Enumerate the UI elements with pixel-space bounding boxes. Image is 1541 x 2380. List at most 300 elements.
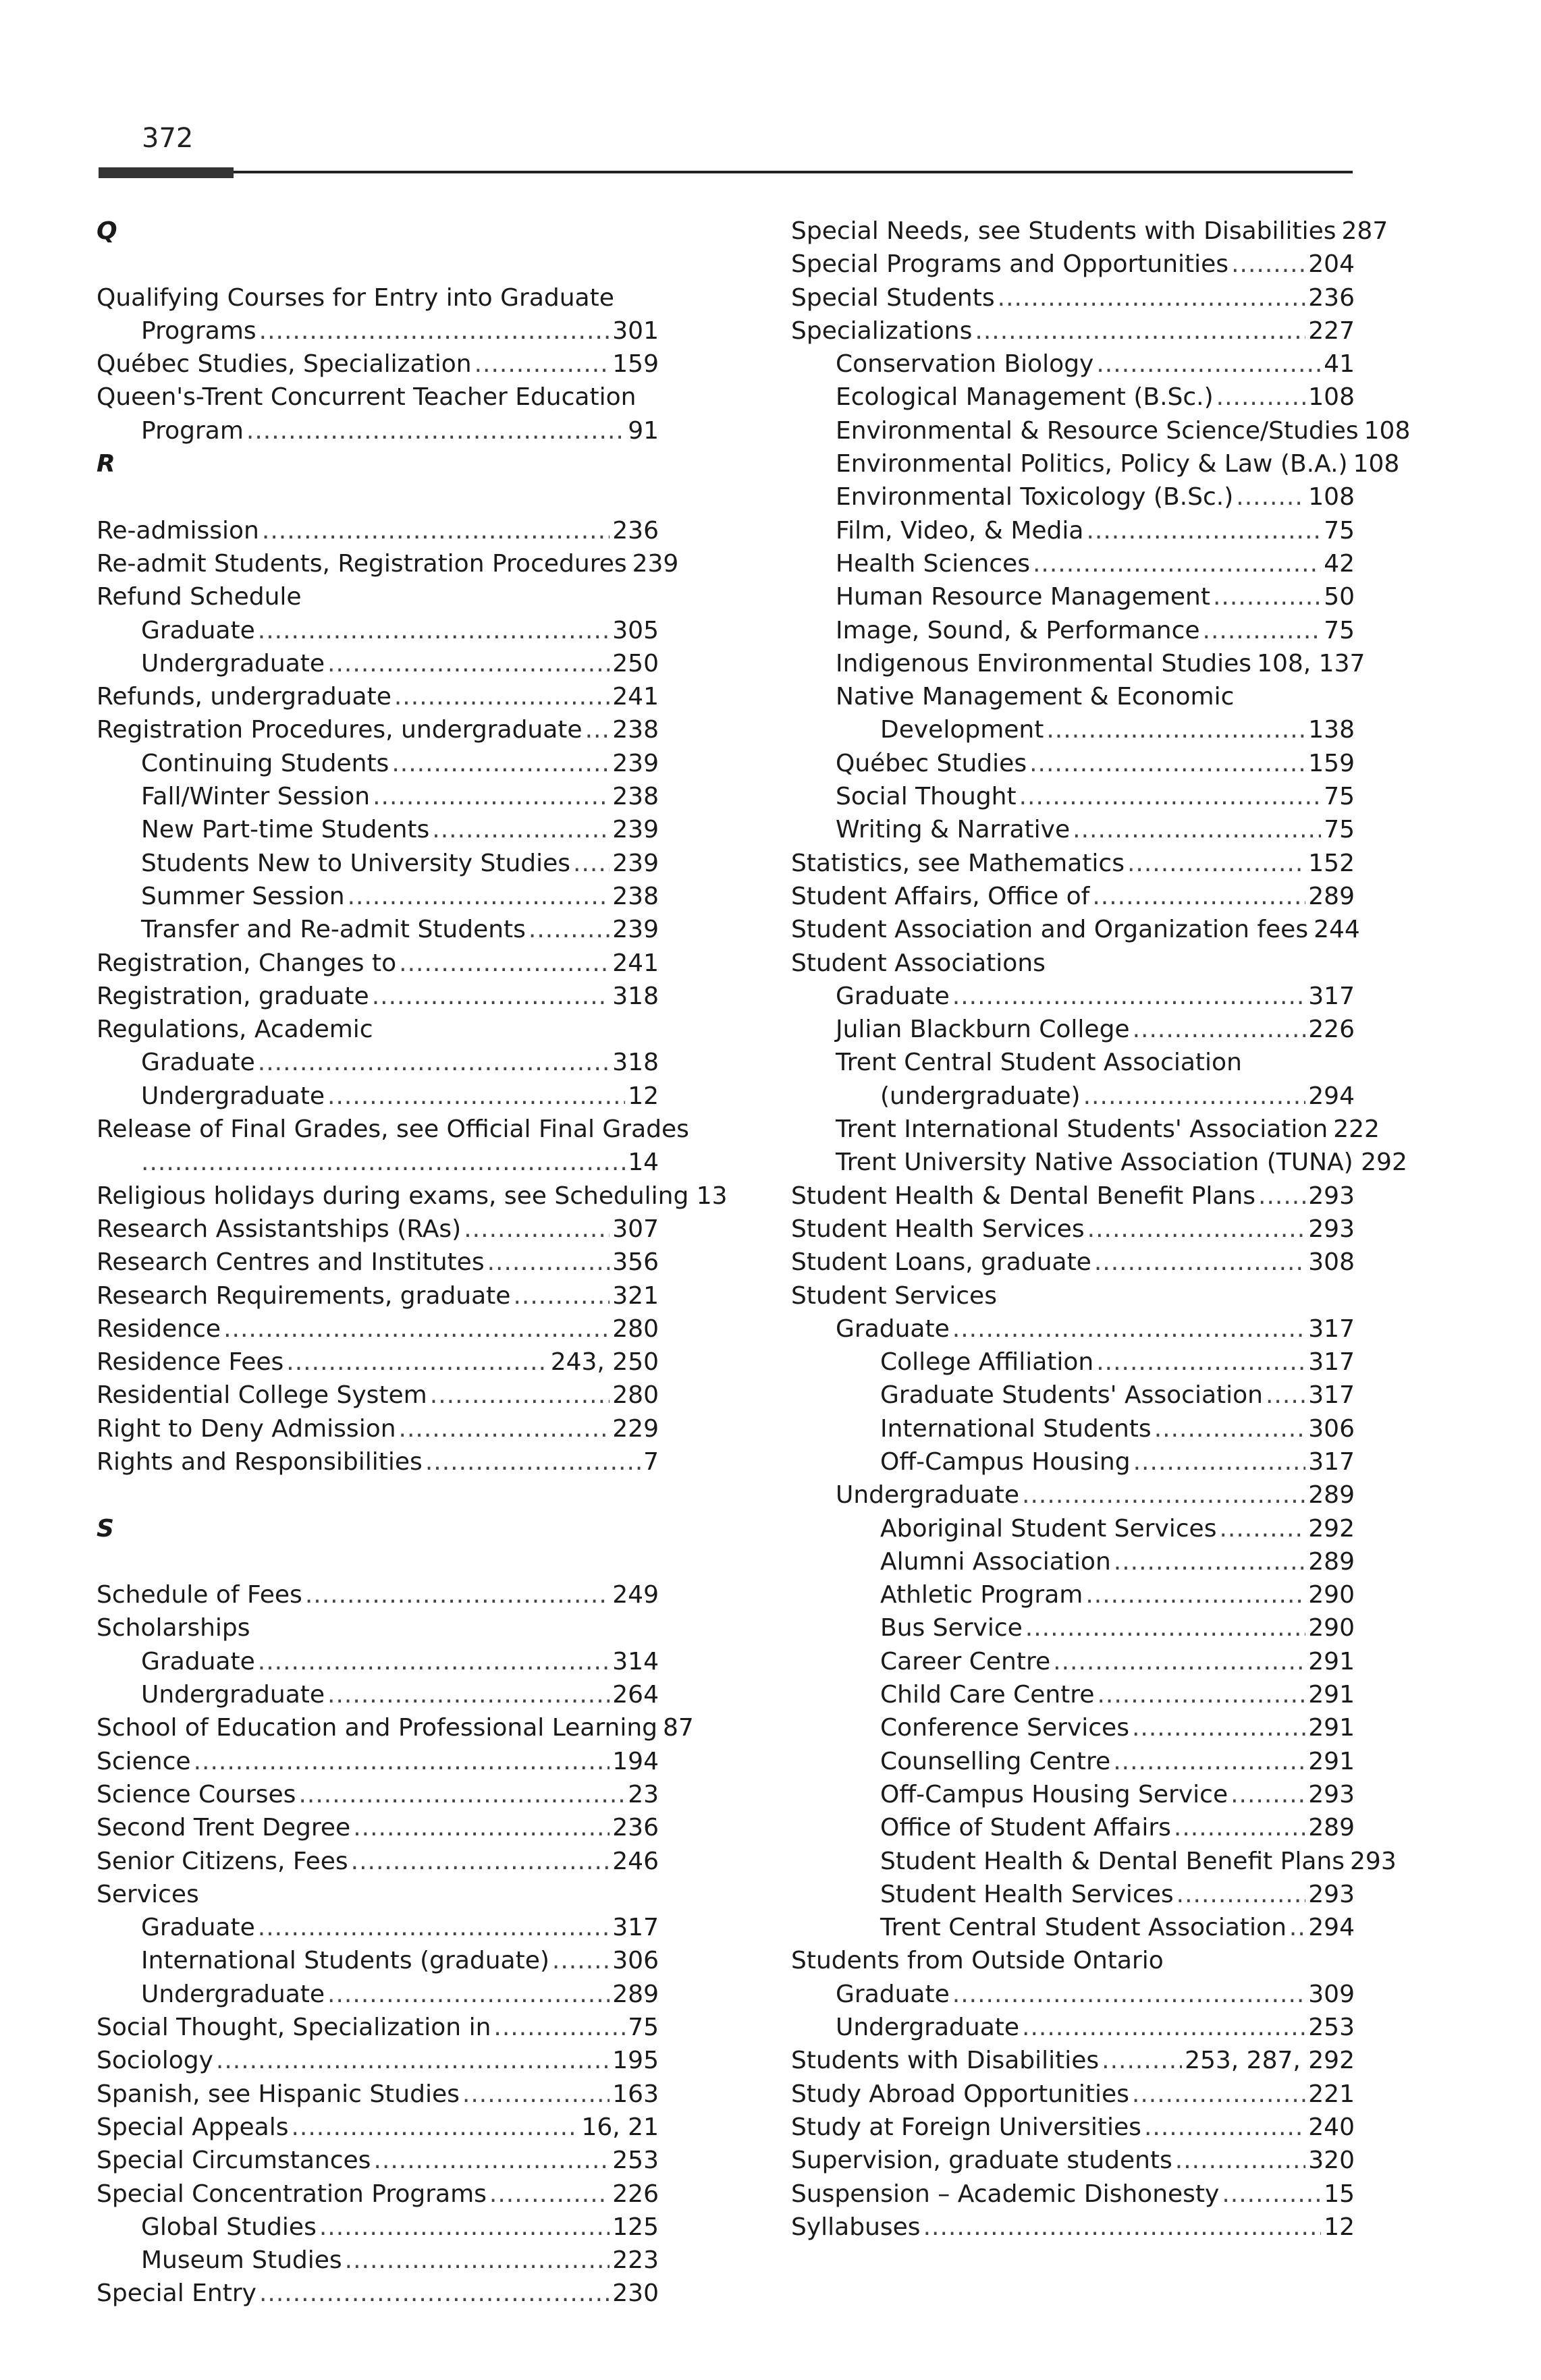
page-ref: 287 [1341,217,1388,245]
page-ref: 108 [1308,483,1355,511]
page-ref: 249 [612,1581,659,1609]
page-ref: 317 [1308,1447,1355,1476]
dot-leader [258,1911,610,1944]
page-number: 372 [142,123,194,154]
page-ref: 163 [612,2080,659,2108]
dot-leader [1096,1346,1305,1379]
entry-term: Julian Blackburn College [836,1016,1130,1044]
index-entry [97,414,659,447]
entry-term: Syllabuses [791,2213,921,2241]
index-entry [791,913,1360,946]
index-entry [791,780,1355,813]
index-entry [97,1578,659,1611]
index-entry [791,1878,1355,1911]
index-heading: Regulations, Academic [97,1016,373,1044]
dot-leader [1053,1645,1305,1678]
entry-term: Trent International Students' Association [836,1115,1328,1144]
page-ref: 108 [1353,450,1400,478]
entry-term: Special Entry [97,2279,256,2308]
page-ref: 16, 21 [581,2113,659,2141]
index-heading: Native Management & Economic [836,683,1235,711]
entry-term: Summer Session [141,882,345,910]
entry-term: Office of Student Affairs [880,1814,1171,1842]
dot-leader [223,1312,610,1346]
entry-term: Social Thought, Specialization in [97,2014,491,2042]
index-entry [791,813,1355,846]
entry-term: Graduate [141,1647,255,1676]
page-ref: 318 [612,1049,659,1077]
entry-term: Environmental Toxicology (B.Sc.) [836,483,1234,511]
index-heading: Qualifying Courses for Entry into Graduate [97,283,614,312]
index-entry [791,1811,1355,1844]
index-entry [97,780,659,813]
dot-leader [319,2211,610,2244]
dot-leader [475,348,610,381]
page-ref: 12 [628,1082,659,1110]
index-entry [791,1213,1355,1246]
entry-term: Transfer and Re-admit Students [141,916,526,944]
index-entry [97,547,679,580]
dot-leader [1085,1578,1305,1611]
dot-leader [327,647,610,680]
index-heading: Religious holidays during exams, see Scheduling 13 [97,1182,728,1210]
dot-leader [1219,1512,1305,1545]
index-heading: Services [97,1880,199,1908]
dot-leader [1025,1611,1306,1644]
page-ref: 308 [1308,1248,1355,1277]
spacer [97,1478,659,1512]
entry-term: Conservation Biology [836,350,1094,379]
entry-term: Registration, graduate [97,982,369,1010]
page-ref: 317 [1308,1314,1355,1343]
entry-term: Bus Service [880,1614,1023,1642]
entry-term: Right to Deny Admission [97,1414,396,1443]
dot-leader [425,1445,641,1478]
page-ref: 229 [612,1414,659,1443]
page-ref: 320 [1308,2147,1355,2175]
entry-term: Refunds, undergraduate [97,683,391,711]
dot-leader [1144,2111,1305,2144]
spacer [97,1545,659,1578]
page-ref: 306 [1308,1414,1355,1443]
entry-term: College Affiliation [880,1348,1094,1377]
dot-leader [1175,2144,1305,2177]
dot-leader [1092,880,1305,913]
page-ref: 291 [1308,1747,1355,1775]
page-ref: 305 [612,616,659,644]
dot-leader [262,514,610,547]
dot-leader [246,414,625,447]
page-ref: 108 [1363,416,1411,445]
index-entry [791,348,1355,381]
index-heading: Scholarships [97,1614,250,1642]
dot-leader [952,1312,1306,1346]
entry-term: Undergraduate [141,1082,325,1110]
entry-term: Global Studies [141,2213,317,2241]
page-ref: 290 [1308,1581,1355,1609]
dot-leader [1132,2078,1305,2111]
index-entry [97,1046,659,1079]
entry-term: Special Programs and Opportunities [791,250,1229,279]
page-ref: 317 [1308,1381,1355,1410]
index-heading: Release of Final Grades, see Official Final Grades [97,1115,689,1144]
entry-term: Supervision, graduate students [791,2147,1172,2175]
dot-leader [1216,381,1306,414]
dot-leader [1113,1745,1305,1778]
index-entry [97,1811,659,1844]
index-entry [97,1845,659,1878]
page-ref: 41 [1324,350,1355,379]
page-ref: 317 [1308,1348,1355,1377]
entry-term: International Students [880,1414,1152,1443]
dot-leader [216,2044,610,2077]
page-ref: 204 [1308,250,1355,279]
dot-leader [1231,248,1305,281]
index-entry [97,1346,659,1379]
entry-term: Registration Procedures, undergraduate [97,716,583,744]
index-entry [791,547,1355,580]
index-entry [791,2178,1355,2211]
entry-term: Student Loans, graduate [791,1248,1091,1277]
index-entry [791,1412,1355,1445]
dot-leader [1086,514,1321,547]
index-entry [97,680,659,713]
index-entry [97,2277,659,2310]
page-ref: 293 [1308,1215,1355,1243]
dot-leader [1203,614,1322,647]
index-entry [791,514,1355,547]
index-entry [97,514,659,547]
page-ref: 292 [1308,1514,1355,1543]
dot-leader [1022,1478,1305,1512]
entry-term: Human Resource Management [836,583,1210,611]
index-column-left [97,215,728,2310]
index-entry [791,248,1355,281]
entry-term: Study Abroad Opportunities [791,2080,1129,2108]
entry-term: Research Assistantships (RAs) [97,1215,462,1243]
dot-leader [464,1213,610,1246]
dot-leader [1132,1711,1305,1744]
section-letter: Q [97,217,117,245]
entry-term: Trent Central Student Association [880,1914,1287,1942]
index-entry [97,647,659,680]
dot-leader [430,1379,610,1412]
page-ref: 290 [1308,1614,1355,1642]
entry-term: Undergraduate [141,649,325,677]
index-entry [97,747,659,780]
dot-leader [291,2111,578,2144]
dot-leader [373,2144,610,2177]
page-ref: 152 [1308,849,1355,877]
index-entry [97,314,659,348]
dot-leader [327,1080,625,1113]
page-ref: 226 [612,2180,659,2208]
entry-term: New Part-time Students [141,816,430,844]
entry-term: Sociology [97,2047,213,2075]
index-entry [791,1611,1355,1644]
entry-term: Indigenous Environmental Studies [836,649,1252,677]
page-ref: 236 [612,516,659,545]
dot-leader [487,1246,610,1279]
dot-leader [286,1346,547,1379]
dot-leader [348,880,610,913]
page-ref: 253, 287, 292 [1185,2047,1355,2075]
entry-term: Science [97,1747,191,1775]
index-entry [791,747,1355,780]
entry-term: Student Health & Dental Benefit Plans [791,1182,1256,1210]
index-entry [791,414,1411,447]
dot-leader [399,947,610,980]
entry-term: Registration, Changes to [97,949,397,977]
dot-leader [1133,1013,1306,1046]
page-ref: 293 [1308,1880,1355,1908]
page-ref: 7 [643,1447,659,1476]
page-ref: 289 [1308,1547,1355,1576]
section-letter: S [97,1514,114,1543]
entry-term: Writing & Narrative [836,816,1071,844]
page-ref: 294 [1308,1914,1355,1942]
page-ref: 244 [1314,916,1360,944]
page-ref: 108, 137 [1257,649,1366,677]
index-entry [97,847,659,880]
entry-term: Special Concentration Programs [97,2180,487,2208]
page-ref: 239 [612,916,659,944]
page-ref: 223 [612,2246,659,2275]
page-ref: 321 [612,1281,659,1310]
index-entry [791,1246,1355,1279]
page-ref: 307 [612,1215,659,1243]
index-entry [791,1379,1355,1412]
dot-leader [298,1778,625,1811]
entry-term: Students New to University Studies [141,849,571,877]
entry-term: Environmental & Resource Science/Studies [836,416,1359,445]
entry-term: Study at Foreign Universities [791,2113,1141,2141]
index-entry [97,1678,659,1711]
page-ref: 317 [1308,982,1355,1010]
entry-term: Special Students [791,283,995,312]
header-rule-tab [99,167,234,178]
index-heading: Students from Outside Ontario [791,1947,1164,1975]
index-entry [791,1180,1355,1213]
entry-term: Graduate [836,982,950,1010]
page-ref: 226 [1308,1016,1355,1044]
index-entry [791,215,1388,248]
index-entry [791,2111,1355,2144]
dot-leader [432,813,610,846]
page-ref: 291 [1308,1681,1355,1709]
index-entry [97,980,659,1013]
index-entry [791,2044,1355,2077]
index-entry [791,1678,1355,1711]
dot-leader [305,1578,610,1611]
index-entry [791,1478,1355,1512]
dot-leader [327,1678,610,1711]
entry-term: Re-admit Students, Registration Procedures [97,549,627,578]
entry-term: Graduate Students' Association [880,1381,1263,1410]
index-entry [791,880,1355,913]
index-entry [791,1113,1380,1146]
page-ref: 125 [612,2213,659,2241]
index-heading: Refund Schedule [97,583,302,611]
entry-term: Residence [97,1314,221,1343]
entry-term: Graduate [836,1980,950,2008]
page-ref: 243, 250 [550,1348,659,1377]
index-heading: Student Services [791,1281,997,1310]
dot-leader [1083,1080,1306,1113]
entry-term: Statistics, see Mathematics [791,849,1125,877]
page-ref: 239 [612,849,659,877]
page-ref: 240 [1308,2113,1355,2141]
dot-leader [1133,1445,1306,1478]
entry-term: Aboriginal Student Services [880,1514,1217,1543]
entry-term: Research Requirements, graduate [97,1281,511,1310]
dot-leader [351,1845,610,1878]
page-ref: 23 [628,1780,659,1808]
page-ref: 75 [1324,816,1355,844]
entry-term: Film, Video, & Media [836,516,1084,545]
index-entry [791,1745,1355,1778]
index-entry [791,1578,1355,1611]
dot-leader [975,314,1305,348]
index-entry [791,1545,1355,1578]
index-heading: Trent University Native Association (TUNA) 292 [836,1149,1407,1177]
dot-leader [399,1412,610,1445]
index-entry [97,1778,659,1811]
dot-leader [258,614,610,647]
page-ref: 221 [1308,2080,1355,2108]
entry-term: Québec Studies, Specialization [97,350,472,379]
entry-term: Development [880,716,1044,744]
entry-term: International Students (graduate) [141,1947,549,1975]
dot-leader [1073,813,1321,846]
page-ref: 239 [612,816,659,844]
index-entry [791,1512,1355,1545]
entry-term: Environmental Politics, Policy & Law (B.A.) [836,450,1348,478]
index-entry [97,1379,659,1412]
page-ref: 108 [1308,383,1355,412]
entry-term: Residence Fees [97,1348,284,1377]
page-ref: 236 [1308,283,1355,312]
index-entry [97,1445,659,1478]
dot-leader [462,2078,610,2111]
index-entry [791,1978,1355,2011]
page-ref: 87 [663,1714,694,1742]
page-ref: 14 [628,1149,659,1177]
index-entry [791,2078,1355,2111]
entry-term: Student Health Services [791,1215,1085,1243]
index-entry [97,2144,659,2177]
page-ref: 195 [612,2047,659,2075]
dot-leader [493,2011,625,2044]
entry-term: Program [141,416,244,445]
entry-term: Research Centres and Institutes [97,1248,485,1277]
dot-leader [1029,747,1305,780]
index-entry [97,1080,659,1113]
index-entry [97,1146,659,1179]
page-ref: 356 [612,1248,659,1277]
spacer [97,480,659,514]
page-ref: 222 [1333,1115,1380,1144]
dot-leader [573,847,610,880]
dot-leader [141,1146,625,1179]
index-entry [97,1978,659,2011]
entry-term: Senior Citizens, Fees [97,1847,348,1875]
index-entry [97,2244,659,2277]
page-ref: 15 [1324,2180,1355,2208]
entry-term: Students with Disabilities [791,2047,1100,2075]
index-entry [97,348,659,381]
entry-term: Spanish, see Hispanic Studies [97,2080,460,2108]
index-heading: Student Associations [791,949,1046,977]
entry-term: Programs [141,316,256,345]
page-ref: 301 [612,316,659,345]
entry-term: Re-admission [97,516,259,545]
dot-leader [1102,2044,1182,2077]
index-entry [97,713,659,746]
index-entry [97,1944,659,1977]
entry-term: Counselling Centre [880,1747,1111,1775]
dot-leader [529,913,610,946]
index-entry [791,381,1355,414]
index-entry [97,1645,659,1678]
index-entry [791,1911,1355,1944]
dot-leader [1266,1379,1305,1412]
index-entry [97,1911,659,1944]
page-ref: 75 [1324,783,1355,811]
index-entry [791,580,1355,613]
dot-leader [258,1645,610,1678]
dot-leader [1154,1412,1306,1445]
entry-term: Undergraduate [141,1681,325,1709]
page-ref: 246 [612,1847,659,1875]
index-entry [97,1711,694,1744]
entry-term: Residential College System [97,1381,427,1410]
index-entry [97,2178,659,2211]
dot-leader [1213,580,1321,613]
dot-leader [1222,2178,1321,2211]
dot-leader [259,2277,610,2310]
page-ref: 253 [612,2147,659,2175]
entry-term: (undergraduate) [880,1082,1081,1110]
index-entry [791,1346,1355,1379]
page-ref: 289 [1308,1481,1355,1510]
entry-term: Science Courses [97,1780,296,1808]
entry-term: Special Appeals [97,2113,289,2141]
index-entry [791,847,1355,880]
page-ref: 289 [1308,882,1355,910]
dot-leader [194,1745,610,1778]
entry-term: Suspension – Academic Dishonesty [791,2180,1220,2208]
index-entry [97,1246,659,1279]
page-ref: 239 [632,549,679,578]
dot-leader [1087,1213,1306,1246]
dot-leader [1289,1911,1305,1944]
index-entry [97,913,659,946]
entry-term: Alumni Association [880,1547,1111,1576]
page-ref: 75 [628,2014,659,2042]
page-ref: 42 [1324,549,1355,578]
entry-term: Ecological Management (B.Sc.) [836,383,1214,412]
index-entry [791,980,1355,1013]
entry-term: Conference Services [880,1714,1129,1742]
index-entry [97,880,659,913]
page-ref: 291 [1308,1714,1355,1742]
dot-leader [345,2244,610,2277]
index-entry [97,1412,659,1445]
page-ref: 50 [1324,583,1355,611]
entry-term: Student Association and Organization fees [791,916,1309,944]
dot-leader [489,2178,610,2211]
